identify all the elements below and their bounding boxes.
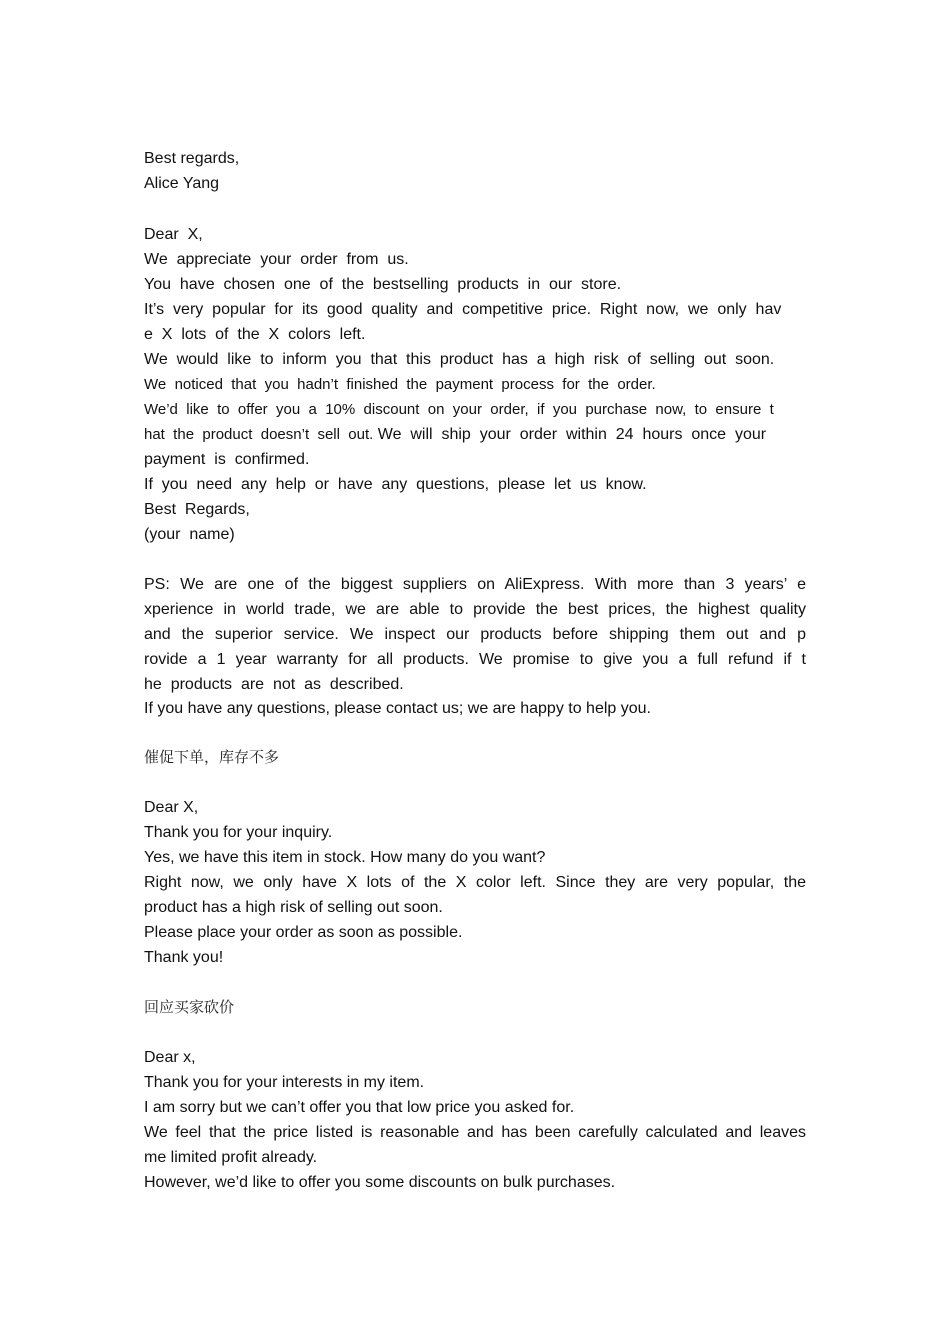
body-line-mixed (144, 422, 806, 447)
signature-line: Alice Yang (144, 175, 220, 192)
ps-line: xperience in world trade, we are able to provide the best prices, the highest quality (144, 601, 806, 618)
section-heading: 回应买家砍价 (144, 998, 235, 1016)
paragraph-gap (144, 547, 806, 572)
body-line: Please place your order as soon as possible. (144, 924, 463, 941)
body-line: We feel that the price listed is reasonable and has been carefully calculated and leaves (144, 1124, 806, 1141)
body-line: We’d like to offer you a 10% discount on your order, if you purchase now, to ensure t (144, 401, 774, 418)
body-line: We noticed that you hadn’t finished the payment process for the order. (144, 376, 656, 393)
paragraph-gap (144, 970, 806, 995)
body-line: We appreciate your order from us. (144, 251, 409, 268)
ps-line: and the superior service. We inspect our products before shipping them out and p (144, 626, 806, 643)
greeting-line: Dear X, (144, 226, 203, 243)
greeting-line: Dear x, (144, 1049, 196, 1066)
body-line: Thank you! (144, 949, 224, 966)
paragraph-gap (144, 720, 806, 745)
ps-line: PS: We are one of the biggest suppliers on AliExpress. With more than 3 years’ e (144, 576, 806, 593)
section-heading: 催促下单，库存不多 (144, 748, 280, 766)
body-line: me limited profit already. (144, 1149, 318, 1166)
body-line: product has a high risk of selling out soon. (144, 899, 443, 916)
body-line: However, we’d like to offer you some discounts on bulk purchases. (144, 1174, 616, 1191)
body-line: payment is confirmed. (144, 451, 310, 468)
body-line-part: hat the product doesn’t sell out. (144, 426, 374, 443)
body-line: Thank you for your interests in my item. (144, 1074, 425, 1091)
closing-line: Best Regards, (144, 501, 250, 518)
body-line: e X lots of the X colors left. (144, 326, 366, 343)
signature-line: (your name) (144, 526, 235, 543)
body-line: Right now, we only have X lots of the X color left. Since they are very popular, the (144, 874, 806, 891)
body-line: Thank you for your inquiry. (144, 824, 333, 841)
closing-line: Best regards, (144, 150, 240, 167)
body-line: We would like to inform you that this product has a high risk of selling out soon. (144, 351, 775, 368)
paragraph-gap (144, 197, 806, 222)
body-line: It’s very popular for its good quality and competitive price. Right now, we only hav (144, 301, 782, 318)
body-line: I am sorry but we can’t offer you that low price you asked for. (144, 1099, 575, 1116)
body-line: You have chosen one of the bestselling products in our store. (144, 276, 622, 293)
paragraph-gap (144, 770, 806, 795)
greeting-line: Dear X, (144, 799, 199, 816)
paragraph-gap (144, 1020, 806, 1045)
body-line: If you need any help or have any questions, please let us know. (144, 476, 647, 493)
body-line: Yes, we have this item in stock. How many do you want? (144, 849, 546, 866)
ps-line: If you have any questions, please contact us; we are happy to help you. (144, 700, 651, 717)
ps-line: he products are not as described. (144, 676, 404, 693)
document-body (144, 146, 806, 1195)
ps-line: rovide a 1 year warranty for all products. We promise to give you a full refund if t (144, 651, 806, 668)
body-line-part: We will ship your order within 24 hours once your (373, 426, 767, 443)
